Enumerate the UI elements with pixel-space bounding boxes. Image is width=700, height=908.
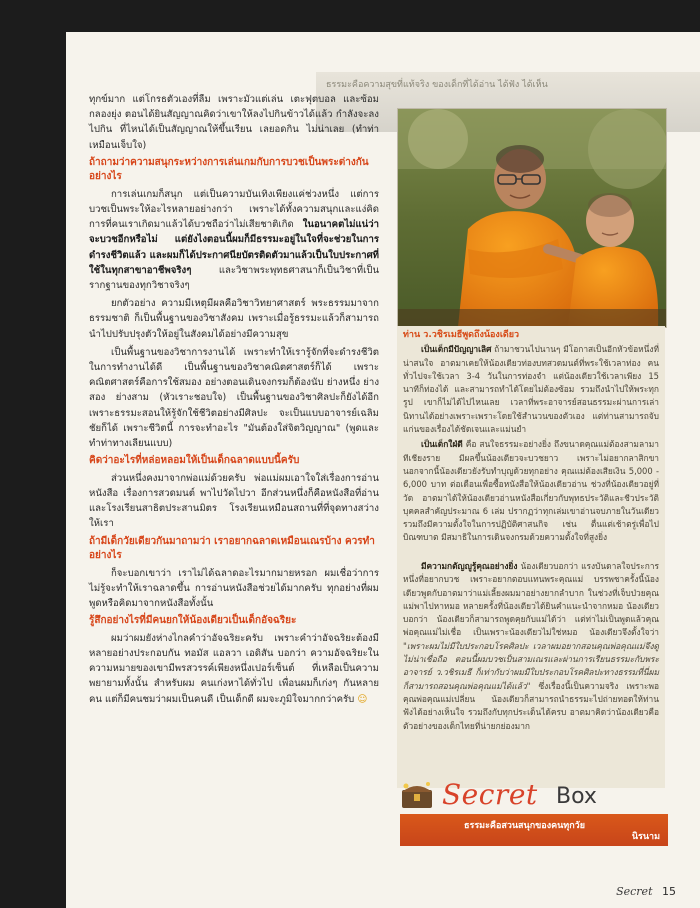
question-heading: ถ้ามีเด็กวัยเดียวกันมาถามว่า เราอยากฉลาดเหมือนเณรบ้าง ควรทำอย่างไร: [89, 535, 375, 562]
bold-lead: เป็นเด็กใฝ่ดี: [421, 439, 463, 450]
paragraph: เป็นพื้นฐานของวิชาการงานได้ เพราะทำให้เรารู้จักที่จะดำรงชีวิตในการทำงานได้ดี เป็นพื้นฐานของวิชาคณิตศาสตร์ก็ได้ เพราะคณิตศาสตร์คือการใช้สมอง อย่างตอนเดินจงกรมก็ต้องนับ ย่างหนึ่ง ย่างสอง ย่างสาม (หัวเราะชอบใจ) เป็นพื้นฐานของวิชาศิลปะก็ยังได้อีกเพราะธรรมะสอนให้รู้จักใช้ชีวิตอย่างมีศิลปะ จะเป็นแบบอาจารย์เฉลิมชัยก็ได้ เพราะชีวิตนี้ การจะทำอะไร "มันต้องใส่จิตวิญญาณ" (พูดและทำท่าทางเลียนแบบ): [89, 346, 379, 450]
question-heading: รู้สึกอย่างไรที่มีคนยกให้น้องเดียวเป็นเด็กอัจฉริยะ: [89, 615, 297, 627]
secret-box-title: ธรรมะคือสวนสนุกของคนทุกวัย: [464, 821, 585, 831]
sidebar-box: [397, 326, 665, 562]
question-heading: ถ้าถามว่าความสนุกระหว่างการเล่นเกมกับการบวชเป็นพระต่างกันอย่างไร: [89, 156, 369, 183]
paragraph: ผมว่าผมยังห่างไกลคำว่าอัจฉริยะครับ เพราะคำว่าอัจฉริยะต้องมีหลายอย่างประกอบกัน ทอมัส แอลวา เอดิสัน บอกว่า ความอัจฉริยะในความหมายของเขามีพรสวรรค์เพียงหนึ่งเปอร์เซ็นต์ ที่เหลือเป็นความพยายามทั้งนั้น สำหรับผม คนเก่งหาได้ทั่วไป เพื่อนผมก็เก่งๆ กันหลายคน แต่ก็มีคนชมว่าผมเป็นคนดี เป็นเด็กดี ผมจะภูมิใจมากกว่าครับ ☺: [89, 632, 379, 705]
treasure-chest-icon: [398, 778, 438, 812]
sidebar-title: ท่าน ว.วชิรเมธีพูดถึงน้องเดียว: [403, 330, 520, 340]
secret-box-logo: [398, 778, 668, 812]
sidebar-paragraph: เป็นเด็กมีปัญญาเลิศ ถ้ามาชวนไปนานๆ มีโอกาสเป็นอีกหัวข้อหนึ่งที่น่าสนใจ อาตมาเคยให้น้องเดียวท่องบทสวดมนต์ที่พระใช้เวลาท่อง คนทั่วไปจะใช้เวลา 3-4 วันในการท่องจำ แต่น้องเดียวใช้เวลาเพียง 15 นาทีก็ท่องได้ และสามารถทำได้โดยไม่ต้องซ้อม รวมถึงนำไปให้พระทุกรูป เขาก็ไม่ได้ไปไหนเลย เวลาที่พระอาจารย์สอนธรรมะผ่านการเล่านิทานได้อย่างเพราะเพราะโดยใช้สำนวนของตัวเอง แต่ท่านสามารถจับแก่นของเรื่องได้ชัดเจนและแม่นยำ: [403, 344, 659, 435]
smile-icon: ☺: [357, 693, 368, 705]
secret-box-author: นิรนาม: [631, 832, 660, 842]
footer-brand: Secret: [616, 885, 653, 898]
magazine-page: [66, 32, 700, 908]
question-heading: คิดว่าอะไรที่หล่อหลอมให้เป็นเด็กฉลาดแบบนี้ครับ: [89, 455, 300, 467]
bold-lead: เป็นเด็กมีปัญญาเลิศ: [421, 344, 492, 355]
paragraph: ส่วนหนึ่งคงมาจากพ่อแม่ด้วยครับ พ่อแม่ผมเอาใจใส่เรื่องการอ่านหนังสือ เรื่องการสวดมนต์ พาไปวัดไปวา อีกส่วนหนึ่งก็คือหนังสือที่อ่านและโรงเรียนสาธิตประสานมิตร โรงเรียนเหมือนสถานที่ที่จุดทางสว่างให้เรา: [89, 472, 379, 530]
bold-lead: มีความกตัญญูรู้คุณอย่างยิ่ง: [421, 561, 518, 571]
sidebar-box-continued: [397, 558, 665, 788]
bold-text: ในอนาคตไม่แน่ว่าจะบวชอีกหรือไม่ แต่ยังไงตอนนี้ผมก็มีธรรมะอยู่ในใจที่จะช่วยในการดำรงชีวิตแล้ว และผมก็ได้ประกาศนียบัตรติดตัวมาแล้วเป็นใบประกาศที่ใช้ในทุกสาขาอาชีพจริงๆ: [89, 219, 379, 276]
secret-box-bar: [400, 814, 668, 846]
paragraph: ก็จะบอกเขาว่า เราไม่ได้ฉลาดอะไรมากมายหรอก ผมเชื่อว่าการไม่รู้จะทำให้เราฉลาดขึ้น การอ่านหนังสือช่วยได้มากครับ ทุกอย่างที่ผมพูดหรือคิดมาจากหนังสือทั้งนั้น: [89, 567, 379, 609]
sidebar-paragraph: เป็นเด็กใฝ่ดี คือ สนใจธรรมะอย่างยิ่ง ถึงขนาดคุณแม่ต้องสามลามาทีเชียงราย มีผลขึ้นน้องเดียวจะบวชยาว เพราะไม่อยากลาสิกขา นอกจากนี้น้องเดียวยังรับทำบุญด้วยทุกอย่าง คุณแม่ต้องเสียเงิน 5,000 - 6,000 บาท ต่อเดือนเพื่อซื้อหนังสือให้น้องเดียวอ่าน ช่วงที่น้องเดียวอยู่ที่วัด อาตมาได้ให้น้องเดียวอ่านหนังสือเกี่ยวกับพุทธประวัติและชีวประวัติบุคคลสำคัญประมาณ 6 เล่ม ปรากฏว่าทุกเล่มเขาอ่านจบภายในวันเดียว รวมถึงมีความตั้งใจในการปฏิบัติศาสนกิจ เช่น ตื่นแต่เช้าตรู่เพื่อไปบิณฑบาต มีสมาธิในการเดินจงกรมด้วยความตั้งใจที่สูงยิ่ง: [403, 439, 660, 543]
page-footer: [616, 885, 676, 898]
page-number: 15: [662, 885, 676, 898]
interview-column: [89, 92, 379, 710]
monks-photo: [397, 108, 667, 328]
sidebar-paragraph: มีความกตัญญูรู้คุณอย่างยิ่ง น้องเดียวบอกว่า แรงบันดาลใจประการหนึ่งที่อยากบวช เพราะอยากตอบแทนพระคุณแม่ บรรพชาครั้งนี้น้องเดียวพูดกับอาตมาว่าแม่เลี้ยงผมมาอย่างยากลำบาก ในช่วงที่เจ็บป่วยคุณแม่พาไปหาหมอ หลายครั้งที่น้องเดียวได้ยินคำแนะนำจากหมอ น้องเดียวบอกว่า น้องเดียวก็สามารถพูดคุยกับแม่ได้ว่า แต่ท่าไม่เป็นพูดแล้วคุณพ่อคุณแม่ไม่เชื่อ เป็นเพราะน้องเดียวไม่ใช่หมอ น้องเดียวจึงตั้งใจว่า "เพราะผมไม่มีใบประกอบโรคศิลปะ เวลาผมอยากสอนคุณพ่อคุณแม่จึงดูไม่น่าเชื่อถือ ตอนนี้ผมบวชเป็นสามเณรและผ่านการเรียนธรรมะกับพระอาจารย์ ว.วชิรเมธี ก็เท่ากับว่าผมมีใบประกอบโรคศิลปะทางธรรมที่นี่ผมก็สามารถสอนคุณพ่อคุณแม่ได้แล้ว" ซึ่งเรื่องนี้เป็นความจริง เพราะพอคุณพ่อคุณแม่เปลี่ยน น้องเดียวก็สามารถนำธรรมะไปถ่ายทอดให้ท่านฟังได้อย่างเห็นใจ รวมถึงกับทุกประเด็นได้ครบ อาตมาคิดว่าน้องเดียวคือตัวอย่างของเด็กไทยที่น่ายกย่องมาก: [403, 561, 659, 731]
secret-logo-word: Secret: [442, 778, 538, 811]
paragraph: การเล่นเกมก็สนุก แต่เป็นความบันเทิงเพียงแค่ช่วงหนึ่ง แต่การบวชเป็นพระให้อะไรหลายอย่างกว่า เพราะได้ทั้งความสนุกและแง่คิด การที่คนเราเกิดมาแล้วได้บวชถือว่าไม่เสียชาติเกิด ในอนาคตไม่แน่ว่าจะบวชอีกหรือไม่ แต่ยังไงตอนนี้ผมก็มีธรรมะอยู่ในใจที่จะช่วยในการดำรงชีวิตแล้ว และผมก็ได้ประกาศนียบัตรติดตัวมาแล้วเป็นใบประกาศที่ใช้ในทุกสาขาอาชีพจริงๆ และวิชาพระพุทธศาสนาก็เป็นวิชาที่เป็นรากฐานของทุกวิชาจริงๆ: [89, 188, 379, 292]
quote-text: "เพราะผมไม่มีใบประกอบโรคศิลปะ เวลาผมอยากสอนคุณพ่อคุณแม่จึงดูไม่น่าเชื่อถือ ตอนนี้ผมบวชเป็นสามเณรและผ่านการเรียนธรรมะกับพระอาจารย์ ว.วชิรเมธี ก็เท่ากับว่าผมมีใบประกอบโรคศิลปะทางธรรมที่นี่ผมก็สามารถสอนคุณพ่อคุณแม่ได้แล้ว": [403, 640, 659, 691]
secret-box-banner: [396, 778, 668, 844]
bleed-text: ธรรมะคือความสุขที่แท้จริง ของเด็กที่ได้อ่าน ได้ฟัง ได้เห็น: [326, 80, 548, 90]
box-logo-word: Box: [556, 784, 597, 809]
paragraph: ยกตัวอย่าง ความมีเหตุมีผลคือวิชาวิทยาศาสตร์ พระธรรมมาจากธรรมชาติ ก็เป็นพื้นฐานของวิชาสังคม เพราะเมื่อรู้ธรรมะแล้วก็สามารถนำไปปรับปรุงตัวให้อยู่ในสังคมได้อย่างมีความสุข: [89, 298, 379, 340]
paragraph: ทุกข์มาก แต่โกรธตัวเองที่ลืม เพราะมัวแต่เล่น เตะฟุตบอล และซ้อมกลองยุ่ง ตอนได้ยินสัญญาณคิดว่าเขาให้ลงไปกินข้าวได้แล้ว กำลังจะลงไปกิน ที่ไหนได้เป็นสัญญาณให้ขึ้นเรียน เลยอดกิน ไม่น่าเลย (ทำท่าเหมือนเจ็บใจ): [89, 94, 379, 151]
